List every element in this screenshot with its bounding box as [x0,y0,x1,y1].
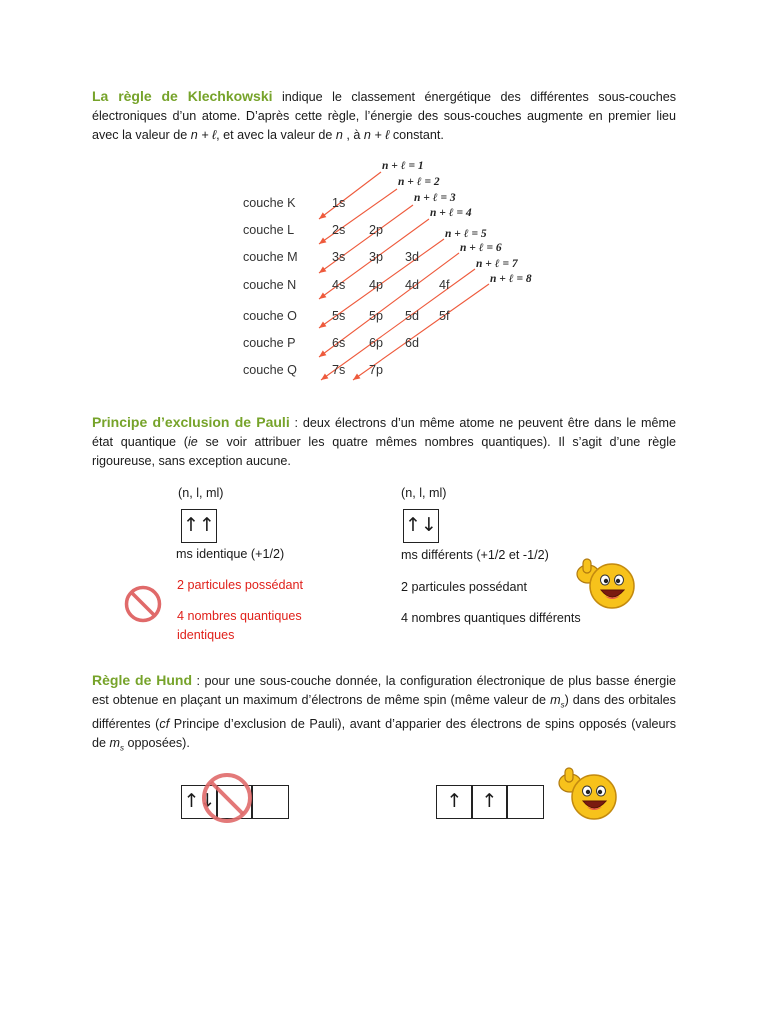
pauli-left-line1: 2 particules possédant [177,578,304,592]
pauli-right-line1: 2 particules possédant [401,580,528,594]
klechkowski-heading: La règle de Klechkowski [92,88,273,104]
diagonal-label-7: n + ℓ = 7 [476,258,518,270]
diagonal-arrowhead-6 [319,350,326,357]
hund-wrong-box-1: ↑↓ [181,785,218,819]
pauli-text-2: se voir attribuer les quatre mêmes nombres quantiques). Il s’agit d’une règle rigoureuse, sans exception aucune. [92,435,676,468]
forbidden-icon [123,584,163,624]
hund-right-box-2: ↑ [471,785,508,819]
shell-label-o: couche O [243,309,297,323]
hund-ms-2: m [109,735,121,750]
orbital-7s: 7s [332,363,346,377]
pauli-heading: Principe d’exclusion de Pauli [92,414,290,430]
klechkowski-expr-2: n + ℓ [363,128,390,142]
shell-label-m: couche M [243,250,298,264]
pauli-left-box: ↑↑ [181,509,217,543]
orbital-4f: 4f [439,278,450,292]
hund-text-4: opposées). [124,735,190,750]
orbital-3s: 3s [332,250,346,264]
hund-ms-1-sub: s [560,700,565,710]
diagonal-arrow-1 [319,172,381,219]
diagonal-arrowhead-4 [319,292,326,299]
klechkowski-n: n [335,128,343,142]
shell-label-k: couche K [243,196,296,210]
diagonal-arrowhead-2 [319,238,326,244]
klechkowski-text-1: indique le classement énergétique des différentes sous-couches électroniques d’un atome. D’après cette règle, l’énergie des sous-couches augmente en premier lieu avec la valeur de [92,90,677,142]
orbital-5d: 5d [405,309,420,323]
pauli-left-label: (n, l, ml) [178,486,224,500]
orbital-7p: 7p [369,363,384,377]
orbital-5s: 5s [332,309,346,323]
pauli-text-1: : deux électrons d’un même atome ne peuvent être dans le même état quantique ( [92,416,676,449]
diagonal-arrowhead-3 [319,266,326,273]
hund-wrong-box-3 [251,785,289,819]
hund-text-1: : pour une sous-couche donnée, la configuration électronique de plus basse énergie est obtenue en plaçant un maximum d’électrons de même spin (même valeur de [92,674,677,707]
diagonal-label-8: n + ℓ = 8 [490,273,532,285]
orbital-1s: 1s [332,196,346,210]
hund-text-2: ) dans des orbitales différentes ( [92,693,676,731]
hund-right-box-3 [506,785,544,819]
shell-label-p: couche P [243,336,296,350]
orbital-4d: 4d [405,278,420,292]
pauli-right-box: ↑↓ [403,509,439,543]
klechkowski-expr-1: n + ℓ [190,128,217,142]
diagonal-label-2: n + ℓ = 2 [398,176,440,188]
pauli-left-line2: 4 nombres quantiques [177,609,302,623]
diagonal-label-4: n + ℓ = 4 [430,207,472,219]
shell-label-q: couche Q [243,363,297,377]
thumbs-up-smiley-icon [556,765,620,827]
hund-ms-1: m [550,693,561,707]
orbital-4s: 4s [332,278,346,292]
pauli-right-ms: ms différents (+1/2 et -1/2) [401,548,549,562]
hund-right-box-1: ↑ [436,785,473,819]
shell-label-n: couche N [243,278,297,292]
pauli-paragraph [92,413,676,471]
orbital-2p: 2p [369,223,384,237]
hund-cf: cf [159,716,170,731]
hund-paragraph [92,671,676,757]
orbital-3d: 3d [405,250,420,264]
hund-heading: Règle de Hund [92,672,193,688]
hund-text-3: Principe d’exclusion de Pauli), avant d’apparier des électrons de spins opposés (valeurs de [92,716,677,750]
klechkowski-text-4: constant. [389,128,444,142]
diagonal-label-1: n + ℓ = 1 [382,160,424,172]
diagonal-arrowhead-5 [319,321,326,328]
diagonal-arrow-2 [319,189,397,244]
pauli-ie: ie [187,435,198,449]
orbital-5f: 5f [439,309,450,323]
orbital-4p: 4p [369,278,384,292]
pauli-right-line2: 4 nombres quantiques différents [401,611,581,625]
diagonal-label-5: n + ℓ = 5 [445,228,487,240]
diagonal-arrowhead-8 [353,374,360,380]
forbidden-icon [201,772,253,824]
diagonal-arrowhead-7 [321,373,328,380]
diagonal-label-3: n + ℓ = 3 [414,192,456,204]
klechkowski-text-2: , et avec la valeur de [216,128,336,142]
orbital-6p: 6p [369,336,384,350]
pauli-right-label: (n, l, ml) [401,486,447,500]
diagonal-arrowhead-1 [319,212,326,219]
diagonal-label-6: n + ℓ = 6 [460,242,502,254]
pauli-left-ms: ms identique (+1/2) [176,547,285,561]
orbital-6d: 6d [405,336,420,350]
klechkowski-text-3: , à [342,128,364,142]
pauli-left-line3: identiques [177,628,235,642]
shell-label-l: couche L [243,223,295,237]
orbital-3p: 3p [369,250,384,264]
orbital-2s: 2s [332,223,346,237]
orbital-5p: 5p [369,309,384,323]
hund-ms-2-sub: s [120,743,125,753]
thumbs-up-smiley-icon [574,556,638,616]
orbital-6s: 6s [332,336,346,350]
